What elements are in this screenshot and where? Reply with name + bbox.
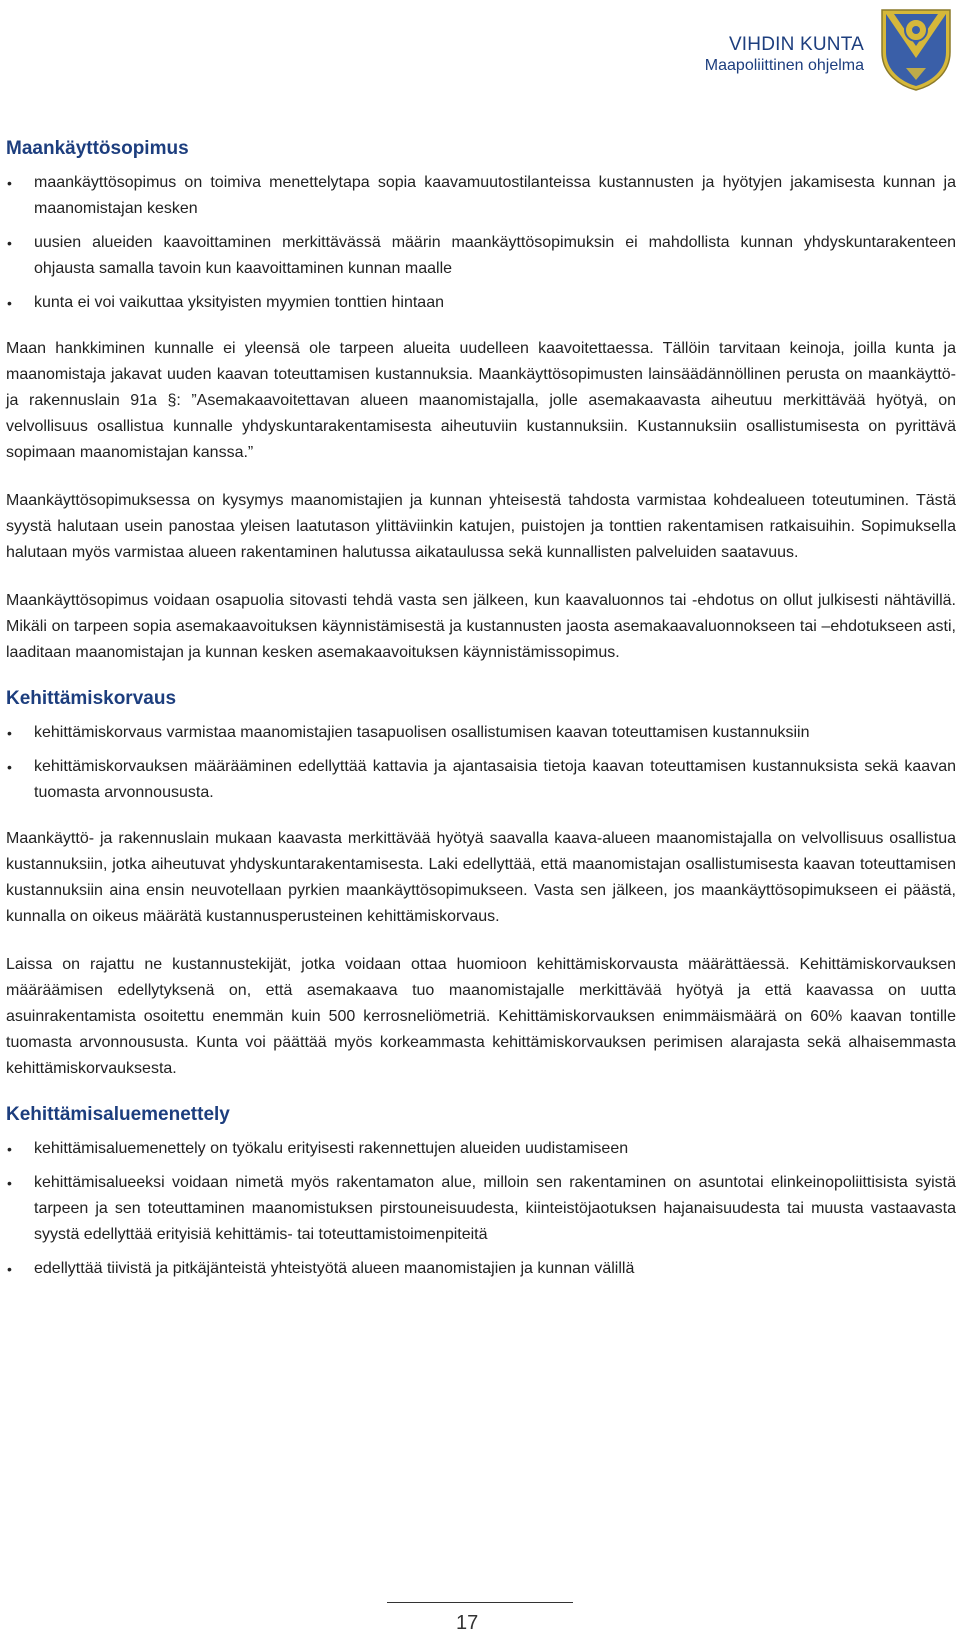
list-item: • kehittämisaluemenettely on työkalu erityisesti rakennettujen alueiden uudistamiseen [6, 1136, 956, 1162]
municipal-crest-icon [880, 8, 952, 92]
section-heading-kehittamisaluemenettely: Kehittämisaluemenettely [6, 1104, 230, 1125]
page-number: 17 [456, 1612, 479, 1634]
paragraph: Maan hankkiminen kunnalle ei yleensä ole tarpeen alueita uudelleen kaavoitettaessa. Tällöin tarvitaan keinoja, joilla kunta ja maanomistaja jakavat uuden kaavan toteuttamisen kustannuksia. Maankäyttösopimusten lainsäädännöllinen perusta on maankäyttö- ja rakennuslain 91a §: ”Asemakaavoitettavan alueen maanomistajalla, jolle asemakaavasta aiheutuu merkittävää hyötyä, on velvollisuus osallistua kunnalle yhdyskuntarakentamisesta aiheutuviin kustannuksiin. Kustannuksiin osallistumisesta on pyrittävä sopimaan maanomistajan kanssa.” [6, 340, 956, 461]
paragraph: Maankäyttö- ja rakennuslain mukaan kaavasta merkittävää hyötyä saavalla kaava-alueen maanomistajalla on velvollisuus osallistua kustannuksiin, jotka aiheutuvat yhdyskuntarakentamisesta. Laki edellyttää, että maanomistajan osallistumisesta kaavan toteuttamisen kustannuksiin aina ensin neuvotellaan pyrkien maankäyttösopimukseen. Vasta sen jälkeen, jos maankäyttösopimukseen ei päästä, kunnalla on oikeus määrätä kustannusperusteinen kehittämiskorvaus. [6, 830, 956, 925]
footer-divider [387, 1602, 573, 1603]
document-subtitle: Maapoliittinen ohjelma [704, 56, 864, 74]
organization-name: VIHDIN KUNTA [728, 34, 864, 55]
paragraph: Maankäyttösopimus voidaan osapuolia sitovasti tehdä vasta sen jälkeen, kun kaavaluonnos tai -ehdotus on ollut julkisesti nähtävillä. Mikäli on tarpeen sopia asemakaavoituksen käynnistämisestä ja kustannusten jaosta asemakaavaluonnokseen tai –ehdotukseen asti, laaditaan maanomistajan ja kunnan kesken asemakaavoituksen käynnistämissopimus. [6, 592, 956, 661]
bullet-list [6, 170, 956, 316]
page-content [6, 138, 956, 1290]
list-item: • kehittämiskorvauksen määrääminen edellyttää kattavia ja ajantasaisia tietoja kaavan toteuttamisen kustannuksista sekä kaavan tuomasta arvonnoususta. [6, 754, 956, 806]
paragraph: Maankäyttösopimuksessa on kysymys maanomistajien ja kunnan yhteisestä tahdosta varmistaa kohdealueen toteutuminen. Tästä syystä halutaan usein panostaa yleisen laatutason ylittäviinkin katujen, puistojen ja tonttien rakentamisen ratkaisuihin. Sopimuksella halutaan myös varmistaa alueen rakentaminen halutussa aikataulussa sekä kunnallisten palveluiden saatavuus. [6, 492, 956, 561]
list-item: • maankäyttösopimus on toimiva menettelytapa sopia kaavamuutostilanteissa kustannusten ja hyötyjen jakamisesta kunnan ja maanomistajan kesken [6, 170, 956, 222]
list-item: • uusien alueiden kaavoittaminen merkittävässä määrin maankäyttösopimuksin ei mahdollista kunnan yhdyskuntarakenteen ohjausta samalla tavoin kun kaavoittaminen kunnan maalle [6, 230, 956, 282]
list-item: • kunta ei voi vaikuttaa yksityisten myymien tonttien hintaan [6, 290, 956, 316]
section-heading-kehittamiskorvaus: Kehittämiskorvaus [6, 688, 177, 709]
bullet-list [6, 720, 956, 806]
page-header [705, 34, 864, 77]
section-heading-maankayttosopimus: Maankäyttösopimus [6, 138, 189, 159]
bullet-list [6, 1136, 956, 1282]
paragraph: Laissa on rajattu ne kustannustekijät, jotka voidaan ottaa huomioon kehittämiskorvausta määrättäessä. Kehittämiskorvauksen määräämisen edellytyksenä on, että asemakaava tuo maanomistajalle merkittävää hyötyä ja että kaavassa on uutta asuinrakentamista osoitettu enemmän kuin 500 kerrosneliömetriä. Kehittämiskorvauksen enimmäismäärä on 60% kaavan tontille tuomasta arvonnoususta. Kunta voi päättää myös korkeammasta kehittämiskorvauksen perimisen alarajasta sekä alhaisemmasta kehittämiskorvauksesta. [6, 956, 956, 1077]
list-item: • kehittämisalueeksi voidaan nimetä myös rakentamaton alue, milloin sen rakentaminen on asuntotai elinkeinopoliittisista syistä tarpeen ja sen toteuttaminen maanomistuksen pirstouneisuudesta, kiinteistöjaotuksen hajanaisuudesta tai muusta vastaavasta syystä edellyttää erityisiä kehittämis- tai toteuttamistoimenpiteitä [6, 1170, 956, 1248]
list-item: • edellyttää tiivistä ja pitkäjänteistä yhteistyötä alueen maanomistajien ja kunnan välillä [6, 1256, 956, 1282]
list-item: • kehittämiskorvaus varmistaa maanomistajien tasapuolisen osallistumisen kaavan toteuttamisen kustannuksiin [6, 720, 956, 746]
